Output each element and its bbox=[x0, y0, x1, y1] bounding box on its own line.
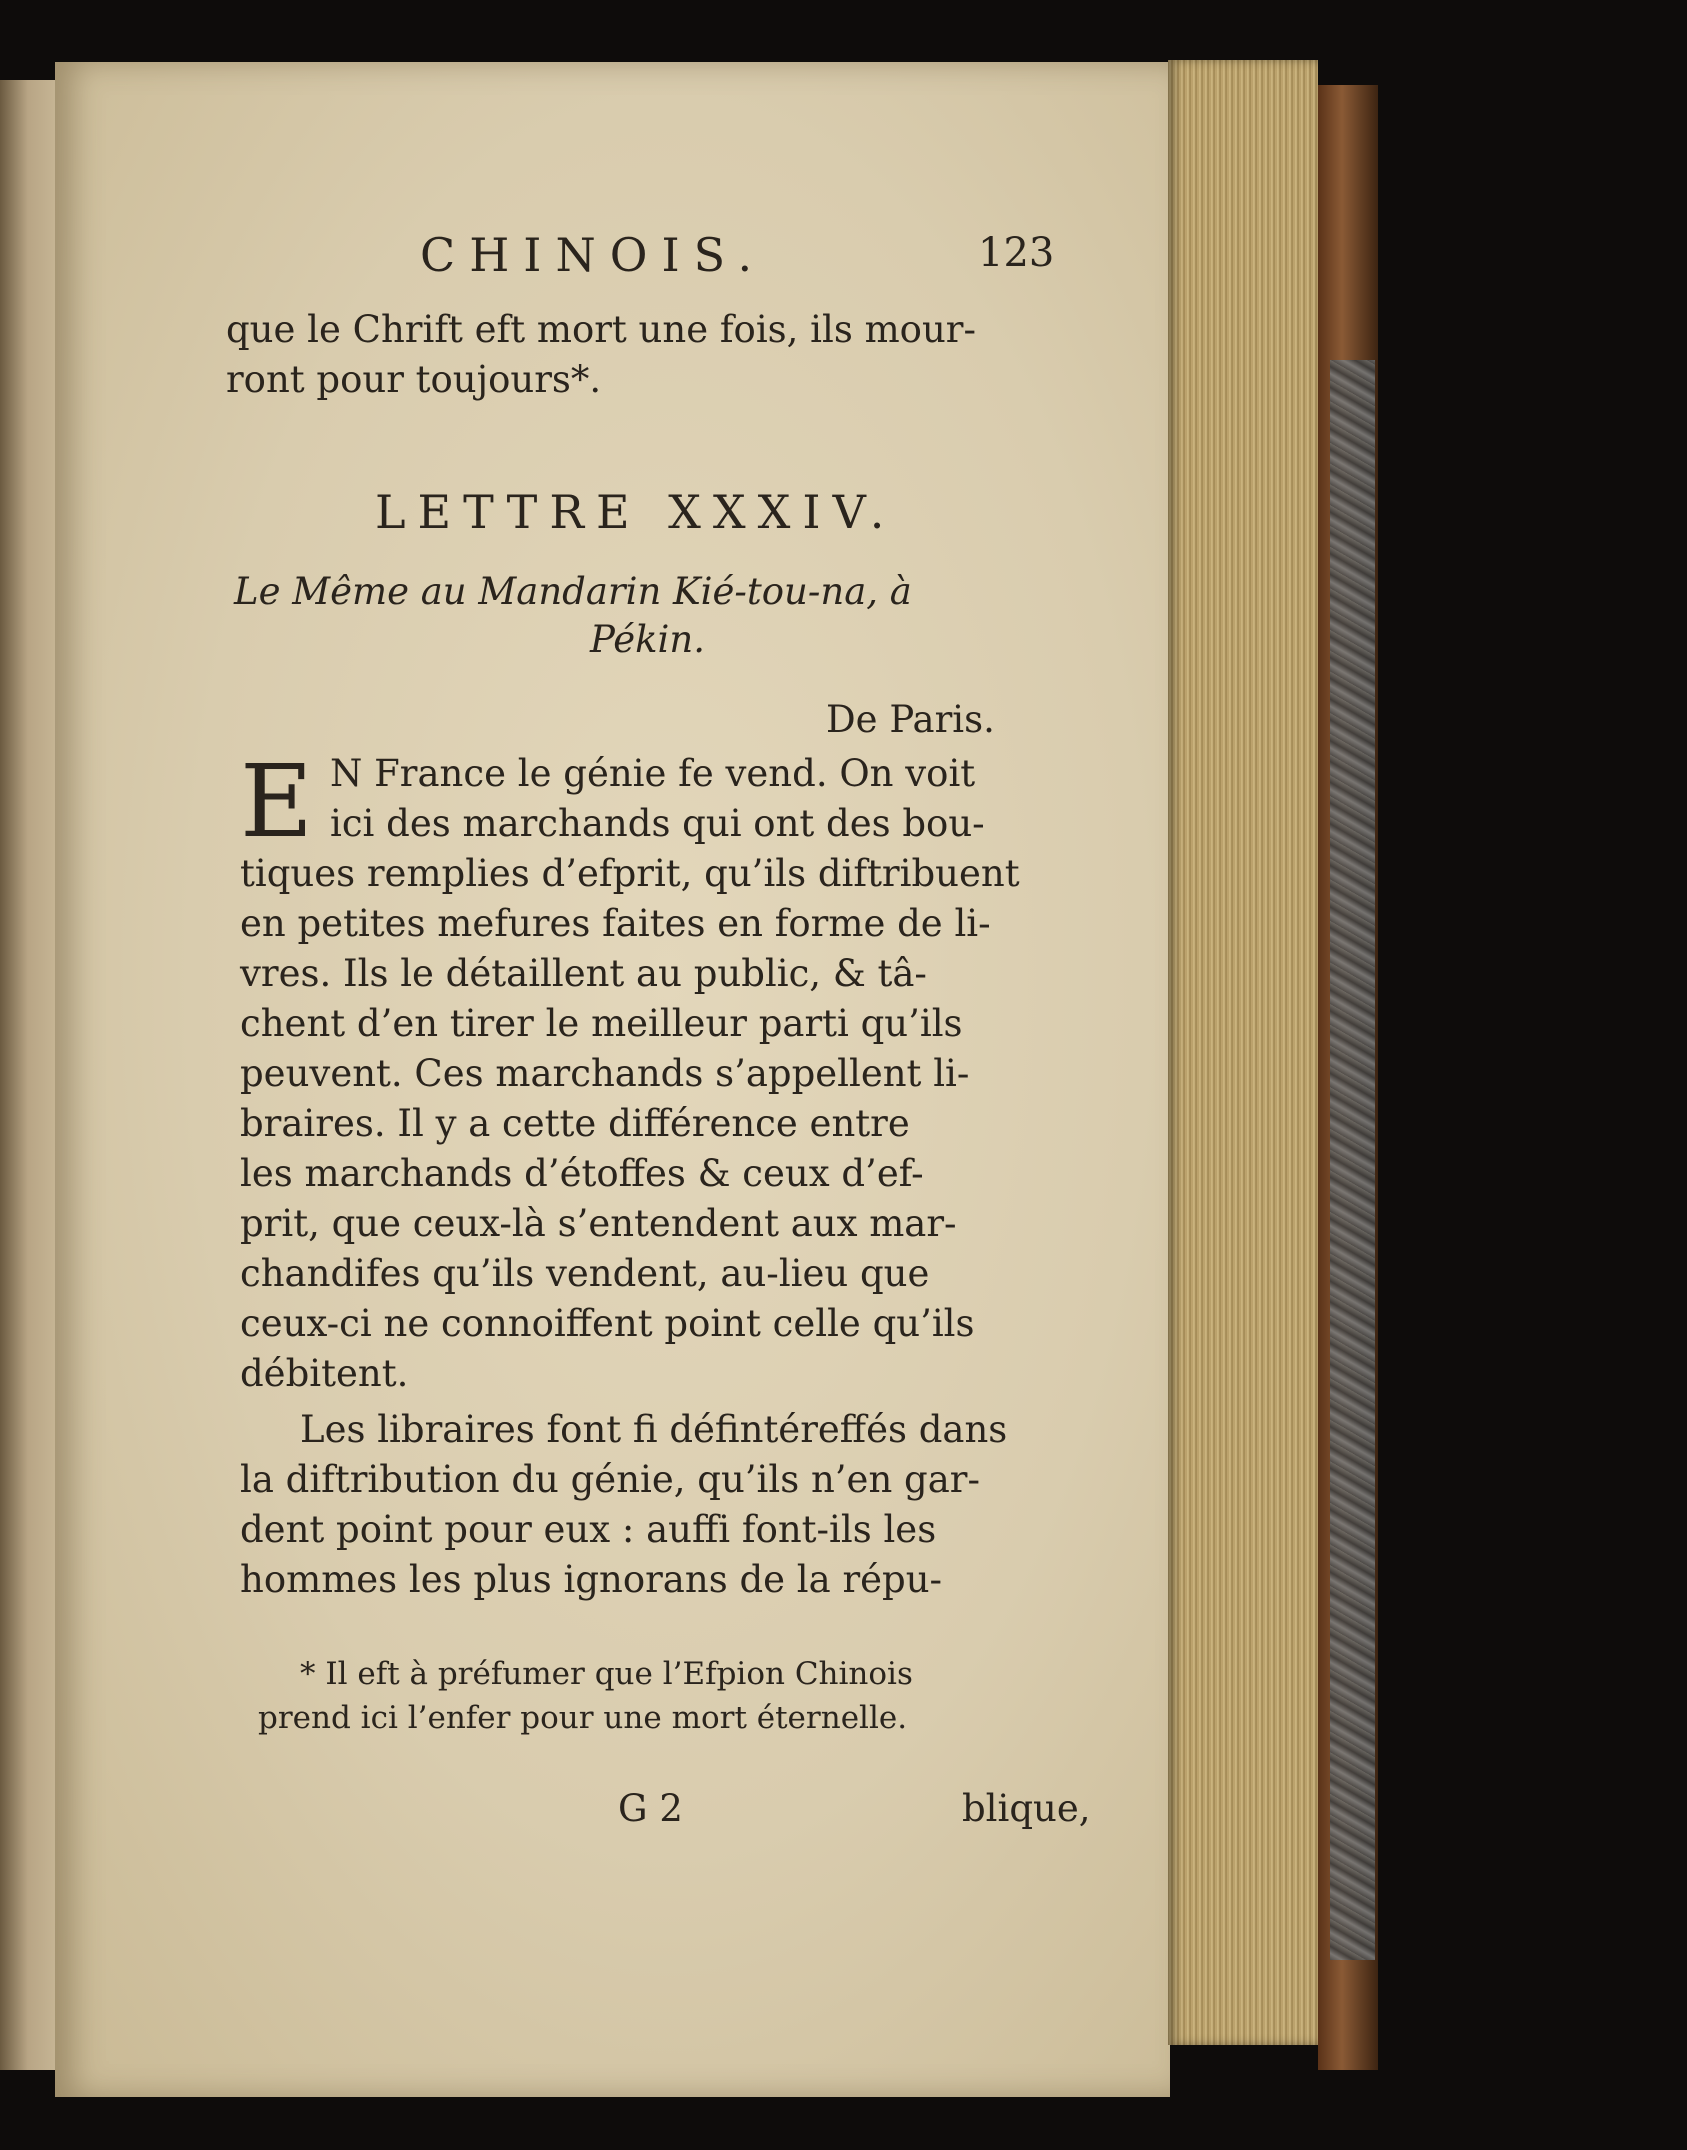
paragraph-line: en petites mefures faites en forme de li- bbox=[240, 902, 991, 945]
running-head-title: CHINOIS. bbox=[420, 228, 767, 282]
paragraph-line: vres. Ils le détaillent au public, & tâ- bbox=[240, 952, 927, 995]
paragraph-line: tiques remplies d’efprit, qu’ils diftribuent bbox=[240, 852, 1020, 895]
paragraph-line: la diftribution du génie, qu’ils n’en gar- bbox=[240, 1458, 980, 1501]
drop-cap: E bbox=[240, 743, 313, 860]
page-number: 123 bbox=[978, 230, 1055, 276]
paragraph-line: hommes les plus ignorans de la répu- bbox=[240, 1558, 943, 1601]
catchword: blique, bbox=[962, 1787, 1091, 1830]
paragraph-line: débitent. bbox=[240, 1352, 409, 1395]
paragraph-line: braires. Il y a cette différence entre bbox=[240, 1102, 910, 1145]
footnote-line: * Il eft à préfumer que l’Efpion Chinois bbox=[300, 1656, 913, 1692]
paragraph-line: dent point pour eux : auffi font-ils les bbox=[240, 1508, 937, 1551]
signature-mark: G 2 bbox=[618, 1787, 683, 1830]
opening-line: ront pour toujours*. bbox=[226, 358, 602, 401]
paragraph-line: prit, que ceux-là s’entendent aux mar- bbox=[240, 1202, 957, 1245]
paragraph-line: ici des marchands qui ont des bou- bbox=[330, 802, 985, 845]
paragraph-line: ceux-ci ne connoiffent point celle qu’ils bbox=[240, 1302, 975, 1345]
footnote-line: prend ici l’enfer pour une mort éternelle. bbox=[258, 1700, 908, 1736]
paragraph-line: peuvent. Ces marchands s’appellent li- bbox=[240, 1052, 970, 1095]
paragraph-line: Les libraires font fi défintéreffés dans bbox=[300, 1408, 1008, 1451]
paragraph-line: chent d’en tirer le meilleur parti qu’ils bbox=[240, 1002, 963, 1045]
marbled-cover bbox=[1330, 360, 1375, 1960]
paragraph-line: les marchands d’étoffes & ceux d’ef- bbox=[240, 1152, 924, 1195]
letter-title: LETTRE XXXIV. bbox=[375, 485, 897, 539]
letter-subtitle: Le Même au Mandarin Kié-tou-na, à bbox=[234, 570, 912, 613]
paragraph-line: N France le génie fe vend. On voit bbox=[330, 752, 976, 795]
paragraph-line: chandifes qu’ils vendent, au-lieu que bbox=[240, 1252, 930, 1295]
opening-line: que le Chrift eft mort une fois, ils mour- bbox=[226, 308, 976, 351]
page-fore-edge bbox=[1168, 60, 1318, 2045]
letter-subtitle: Pékin. bbox=[590, 618, 705, 661]
dateline: De Paris. bbox=[826, 698, 995, 741]
